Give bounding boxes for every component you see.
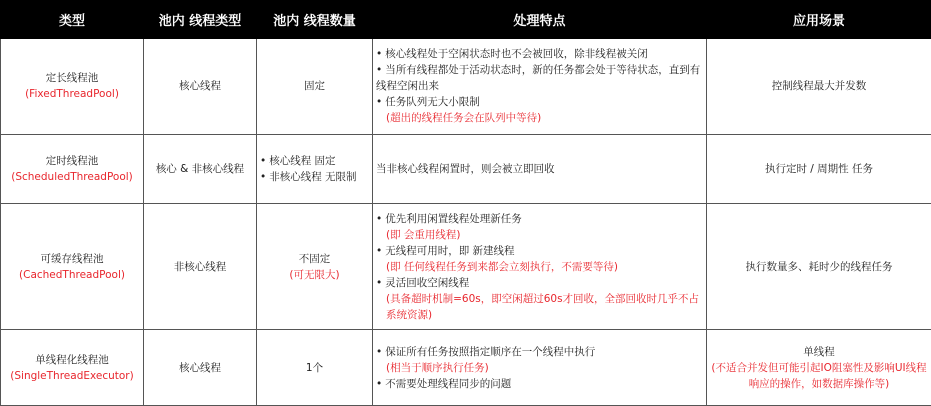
pool-english-name: (SingleThreadExecutor) <box>10 369 134 382</box>
scenario-cell <box>707 330 931 406</box>
header-features: 处理特点 <box>373 1 707 39</box>
feature-item: • 优先利用闲置线程处理新任务 <box>376 211 703 227</box>
features-cell <box>373 39 707 135</box>
thread-type-cell: 核心 & 非核心线程 <box>144 134 257 204</box>
feature-note: (具备超时机制=60s，即空闲超过60s才回收，全部回收时几乎不占系统资源) <box>386 292 700 321</box>
table-row <box>1 134 931 204</box>
pool-english-name: (FixedThreadPool) <box>25 88 119 101</box>
scenario-cell: 控制线程最大并发数 <box>707 39 931 135</box>
pool-name: 单线程化线程池 <box>35 353 109 366</box>
scenario-cell: 执行数量多、耗时少的线程任务 <box>707 204 931 330</box>
thread-count-value: 1个 <box>305 361 324 374</box>
header-type: 类型 <box>1 1 144 39</box>
thread-count-cell <box>257 134 373 204</box>
thread-count-value: 固定 <box>304 80 325 93</box>
feature-item: • 核心线程处于空闲状态时也不会被回收，除非线程被关闭 <box>376 46 703 62</box>
pool-name: 可缓存线程池 <box>40 252 104 265</box>
pool-english-name: (CachedThreadPool) <box>19 268 125 281</box>
header-thread-count: 池内 线程数量 <box>257 1 373 39</box>
thread-count-item: • 非核心线程 无限制 <box>260 169 369 185</box>
thread-count-cell <box>257 330 373 406</box>
feature-item: • 不需要处理线程同步的问题 <box>376 376 703 392</box>
scenario-cell: 执行定时 / 周期性 任务 <box>707 134 931 204</box>
pool-type-cell <box>1 134 144 204</box>
table-row <box>1 204 931 330</box>
pool-type-cell <box>1 204 144 330</box>
feature-note: (即 任何线程任务到来都会立刻执行，不需要等待) <box>386 260 619 273</box>
feature-note: (即 会重用线程) <box>386 228 461 241</box>
scenario-note: (不适合并发但可能引起IO阻塞性及影响UI线程响应的操作，如数据库操作等) <box>711 361 927 390</box>
feature-note: (超出的线程任务会在队列中等待) <box>386 112 542 125</box>
header-thread-type: 池内 线程类型 <box>144 1 257 39</box>
pool-name: 定长线程池 <box>45 72 99 85</box>
scenario-main: 单线程 <box>803 345 835 358</box>
feature-item: • 无线程可用时，即 新建线程 <box>376 243 703 259</box>
feature-note: (相当于顺序执行任务) <box>386 361 489 374</box>
thread-count-note: (可无限大) <box>289 268 340 281</box>
features-cell <box>373 330 707 406</box>
features-cell <box>373 204 707 330</box>
pool-type-cell <box>1 39 144 135</box>
feature-item: • 任务队列无大小限制 <box>376 94 703 110</box>
feature-item: 当非核心线程闲置时，则会被立即回收 <box>376 162 555 175</box>
thread-count-value: 不固定 <box>298 252 331 265</box>
feature-item: • 灵活回收空闲线程 <box>376 275 703 291</box>
thread-count-cell <box>257 39 373 135</box>
thread-type-cell: 非核心线程 <box>144 204 257 330</box>
feature-item: • 当所有线程都处于活动状态时，新的任务都会处于等待状态，直到有线程空闲出来 <box>376 62 703 94</box>
header-row <box>1 1 931 39</box>
thread-count-cell <box>257 204 373 330</box>
header-scenario: 应用场景 <box>707 1 931 39</box>
thread-type-cell: 核心线程 <box>144 39 257 135</box>
feature-item: • 保证所有任务按照指定顺序在一个线程中执行 <box>376 344 703 360</box>
pool-name: 定时线程池 <box>45 154 99 167</box>
features-cell <box>373 134 707 204</box>
thread-type-cell: 核心线程 <box>144 330 257 406</box>
pool-type-cell <box>1 330 144 406</box>
table-row <box>1 330 931 406</box>
table-row <box>1 39 931 135</box>
pool-english-name: (ScheduledThreadPool) <box>11 170 133 183</box>
thread-count-item: • 核心线程 固定 <box>260 153 369 169</box>
